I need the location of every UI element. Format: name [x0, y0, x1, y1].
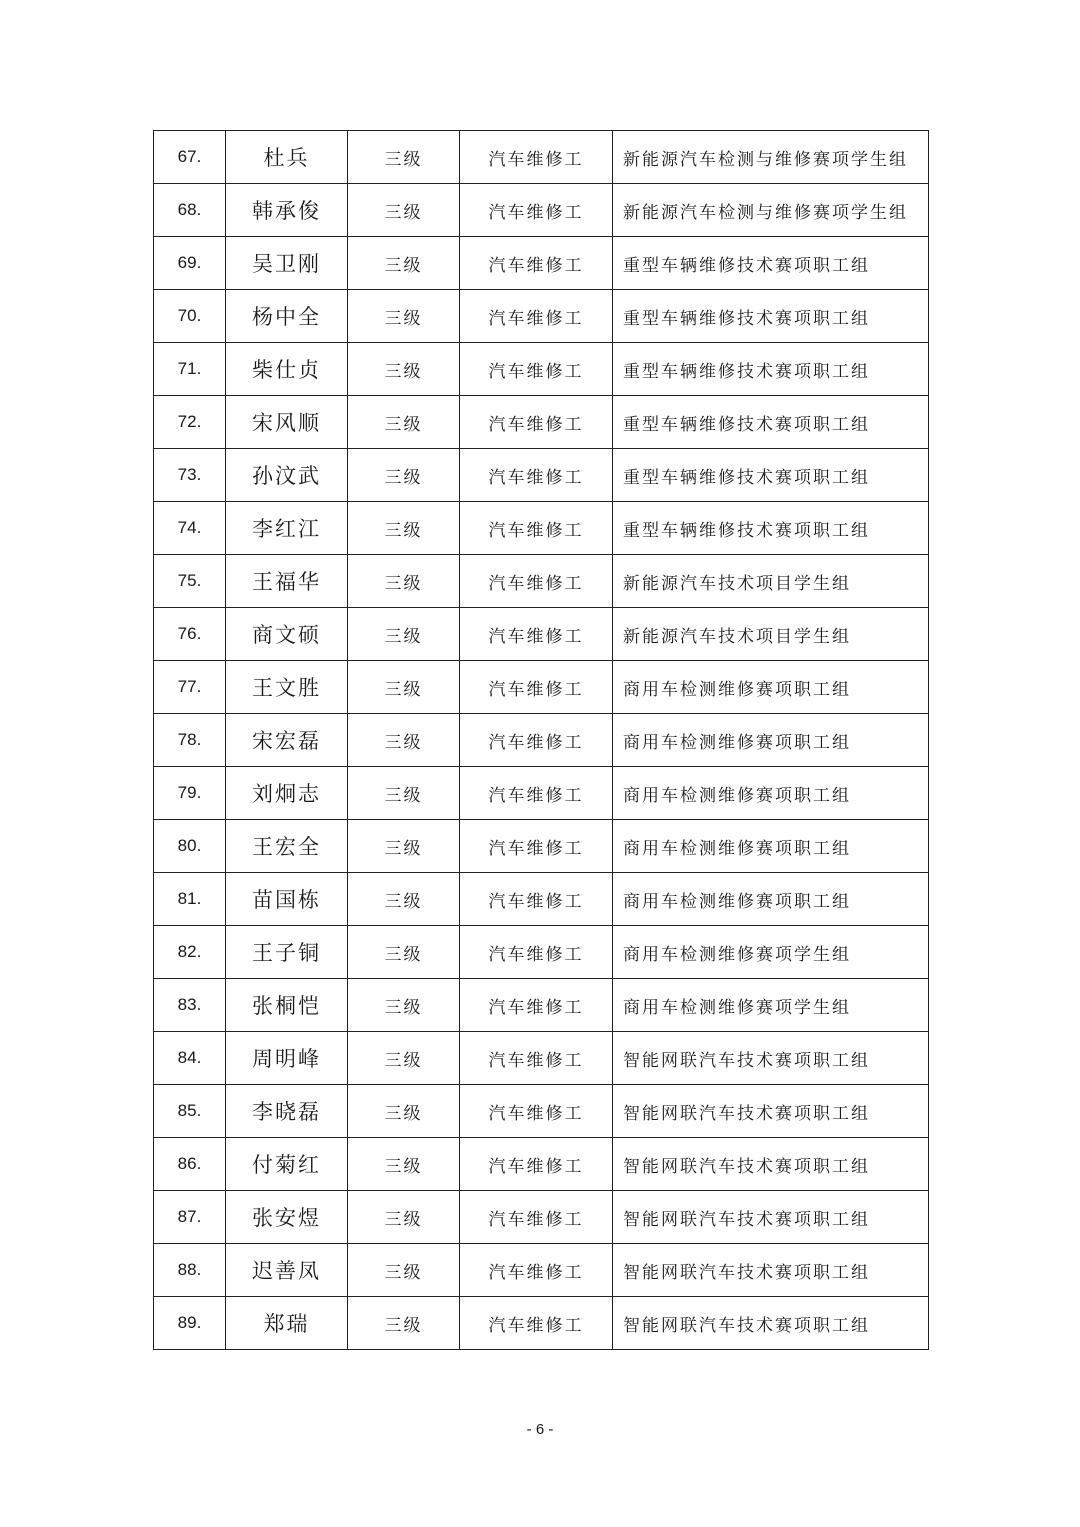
- row-number: 78.: [154, 714, 226, 767]
- competition-event: 重型车辆维修技术赛项职工组: [613, 343, 929, 396]
- skill-level: 三级: [348, 714, 460, 767]
- competition-event: 商用车检测维修赛项职工组: [613, 820, 929, 873]
- row-number: 86.: [154, 1138, 226, 1191]
- table-row: [154, 767, 929, 820]
- competition-event: 重型车辆维修技术赛项职工组: [613, 449, 929, 502]
- skill-level: 三级: [348, 1297, 460, 1350]
- table-row: [154, 131, 929, 184]
- table-row: [154, 1032, 929, 1085]
- occupation: 汽车维修工: [460, 979, 613, 1032]
- competition-event: 智能网联汽车技术赛项职工组: [613, 1191, 929, 1244]
- skill-level: 三级: [348, 343, 460, 396]
- person-name: 宋风顺: [226, 396, 348, 449]
- person-name: 刘炯志: [226, 767, 348, 820]
- row-number: 89.: [154, 1297, 226, 1350]
- occupation: 汽车维修工: [460, 502, 613, 555]
- table-row: [154, 555, 929, 608]
- row-number: 82.: [154, 926, 226, 979]
- row-number: 88.: [154, 1244, 226, 1297]
- table-row: [154, 926, 929, 979]
- skill-level: 三级: [348, 1032, 460, 1085]
- skill-level: 三级: [348, 290, 460, 343]
- row-number: 81.: [154, 873, 226, 926]
- occupation: 汽车维修工: [460, 661, 613, 714]
- row-number: 85.: [154, 1085, 226, 1138]
- competition-event: 商用车检测维修赛项学生组: [613, 979, 929, 1032]
- row-number: 72.: [154, 396, 226, 449]
- skill-level: 三级: [348, 979, 460, 1032]
- skill-level: 三级: [348, 396, 460, 449]
- occupation: 汽车维修工: [460, 714, 613, 767]
- table-row: [154, 714, 929, 767]
- competition-event: 商用车检测维修赛项职工组: [613, 661, 929, 714]
- person-name: 李晓磊: [226, 1085, 348, 1138]
- table-row: [154, 661, 929, 714]
- occupation: 汽车维修工: [460, 131, 613, 184]
- row-number: 83.: [154, 979, 226, 1032]
- table-row: [154, 290, 929, 343]
- occupation: 汽车维修工: [460, 820, 613, 873]
- occupation: 汽车维修工: [460, 608, 613, 661]
- row-number: 87.: [154, 1191, 226, 1244]
- table-row: [154, 184, 929, 237]
- skill-level: 三级: [348, 820, 460, 873]
- person-name: 张安煜: [226, 1191, 348, 1244]
- person-name: 宋宏磊: [226, 714, 348, 767]
- row-number: 75.: [154, 555, 226, 608]
- skill-level: 三级: [348, 184, 460, 237]
- person-name: 周明峰: [226, 1032, 348, 1085]
- person-name: 吴卫刚: [226, 237, 348, 290]
- table-row: [154, 820, 929, 873]
- table-row: [154, 237, 929, 290]
- table-row: [154, 1138, 929, 1191]
- person-name: 迟善凤: [226, 1244, 348, 1297]
- occupation: 汽车维修工: [460, 873, 613, 926]
- competition-event: 智能网联汽车技术赛项职工组: [613, 1032, 929, 1085]
- competition-event: 重型车辆维修技术赛项职工组: [613, 502, 929, 555]
- table-row: [154, 608, 929, 661]
- occupation: 汽车维修工: [460, 1244, 613, 1297]
- row-number: 73.: [154, 449, 226, 502]
- skill-level: 三级: [348, 1138, 460, 1191]
- competition-event: 重型车辆维修技术赛项职工组: [613, 237, 929, 290]
- occupation: 汽车维修工: [460, 1085, 613, 1138]
- row-number: 70.: [154, 290, 226, 343]
- row-number: 77.: [154, 661, 226, 714]
- person-name: 苗国栋: [226, 873, 348, 926]
- occupation: 汽车维修工: [460, 1138, 613, 1191]
- skill-level: 三级: [348, 237, 460, 290]
- table-row: [154, 979, 929, 1032]
- occupation: 汽车维修工: [460, 184, 613, 237]
- table-row: [154, 1297, 929, 1350]
- person-name: 郑瑞: [226, 1297, 348, 1350]
- skill-level: 三级: [348, 1085, 460, 1138]
- person-name: 韩承俊: [226, 184, 348, 237]
- competition-event: 商用车检测维修赛项职工组: [613, 767, 929, 820]
- person-name: 孙汶武: [226, 449, 348, 502]
- skill-level: 三级: [348, 926, 460, 979]
- page-number: - 6 -: [526, 1421, 554, 1438]
- occupation: 汽车维修工: [460, 1032, 613, 1085]
- competition-event: 商用车检测维修赛项职工组: [613, 714, 929, 767]
- person-name: 李红江: [226, 502, 348, 555]
- person-name: 杜兵: [226, 131, 348, 184]
- roster-table: [153, 130, 929, 1350]
- skill-level: 三级: [348, 873, 460, 926]
- occupation: 汽车维修工: [460, 1191, 613, 1244]
- competition-event: 智能网联汽车技术赛项职工组: [613, 1085, 929, 1138]
- person-name: 商文硕: [226, 608, 348, 661]
- person-name: 王福华: [226, 555, 348, 608]
- skill-level: 三级: [348, 661, 460, 714]
- occupation: 汽车维修工: [460, 449, 613, 502]
- competition-event: 重型车辆维修技术赛项职工组: [613, 396, 929, 449]
- skill-level: 三级: [348, 502, 460, 555]
- skill-level: 三级: [348, 131, 460, 184]
- occupation: 汽车维修工: [460, 926, 613, 979]
- skill-level: 三级: [348, 555, 460, 608]
- occupation: 汽车维修工: [460, 1297, 613, 1350]
- competition-event: 智能网联汽车技术赛项职工组: [613, 1297, 929, 1350]
- row-number: 68.: [154, 184, 226, 237]
- competition-event: 商用车检测维修赛项职工组: [613, 873, 929, 926]
- person-name: 付菊红: [226, 1138, 348, 1191]
- row-number: 71.: [154, 343, 226, 396]
- occupation: 汽车维修工: [460, 237, 613, 290]
- person-name: 王子铜: [226, 926, 348, 979]
- table-row: [154, 1244, 929, 1297]
- skill-level: 三级: [348, 1244, 460, 1297]
- table-row: [154, 1085, 929, 1138]
- competition-event: 智能网联汽车技术赛项职工组: [613, 1244, 929, 1297]
- row-number: 67.: [154, 131, 226, 184]
- competition-event: 商用车检测维修赛项学生组: [613, 926, 929, 979]
- table-row: [154, 449, 929, 502]
- skill-level: 三级: [348, 449, 460, 502]
- row-number: 80.: [154, 820, 226, 873]
- skill-level: 三级: [348, 767, 460, 820]
- competition-event: 智能网联汽车技术赛项职工组: [613, 1138, 929, 1191]
- person-name: 柴仕贞: [226, 343, 348, 396]
- person-name: 王宏全: [226, 820, 348, 873]
- table-row: [154, 873, 929, 926]
- roster-body: [154, 131, 929, 1350]
- table-row: [154, 1191, 929, 1244]
- competition-event: 新能源汽车技术项目学生组: [613, 608, 929, 661]
- person-name: 杨中全: [226, 290, 348, 343]
- occupation: 汽车维修工: [460, 343, 613, 396]
- competition-event: 新能源汽车技术项目学生组: [613, 555, 929, 608]
- person-name: 张桐恺: [226, 979, 348, 1032]
- occupation: 汽车维修工: [460, 555, 613, 608]
- row-number: 74.: [154, 502, 226, 555]
- occupation: 汽车维修工: [460, 767, 613, 820]
- competition-event: 新能源汽车检测与维修赛项学生组: [613, 131, 929, 184]
- table-row: [154, 396, 929, 449]
- skill-level: 三级: [348, 1191, 460, 1244]
- competition-event: 重型车辆维修技术赛项职工组: [613, 290, 929, 343]
- row-number: 69.: [154, 237, 226, 290]
- row-number: 76.: [154, 608, 226, 661]
- table-row: [154, 343, 929, 396]
- skill-level: 三级: [348, 608, 460, 661]
- competition-event: 新能源汽车检测与维修赛项学生组: [613, 184, 929, 237]
- row-number: 79.: [154, 767, 226, 820]
- occupation: 汽车维修工: [460, 396, 613, 449]
- person-name: 王文胜: [226, 661, 348, 714]
- table-row: [154, 502, 929, 555]
- occupation: 汽车维修工: [460, 290, 613, 343]
- row-number: 84.: [154, 1032, 226, 1085]
